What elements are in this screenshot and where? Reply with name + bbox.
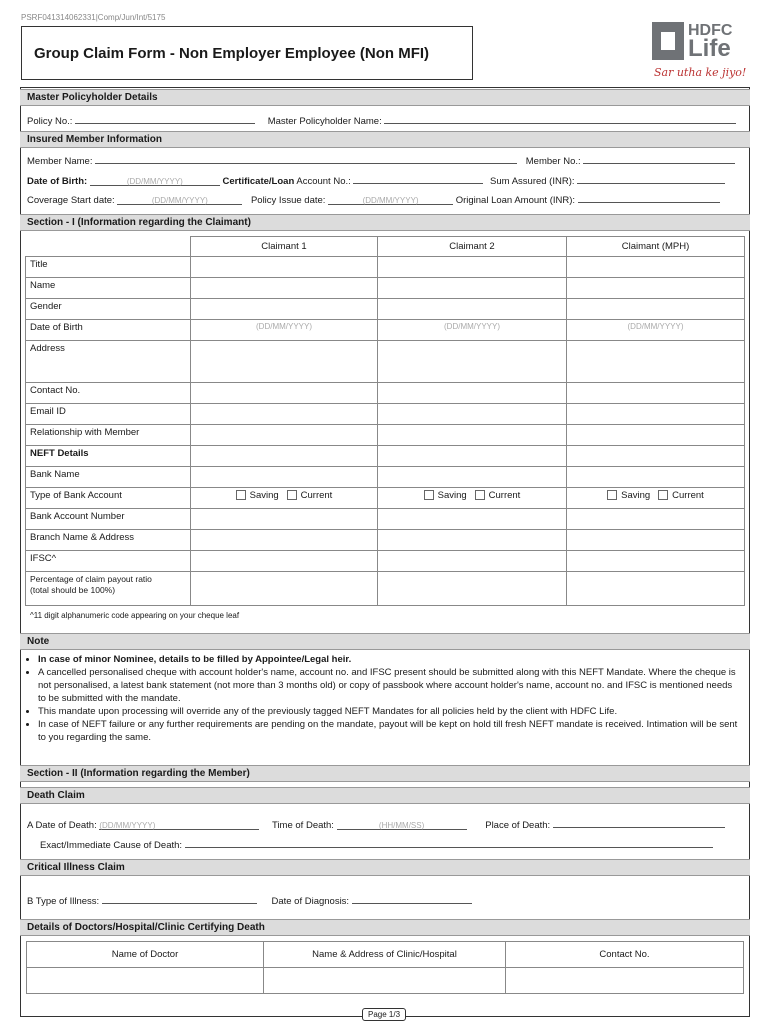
contact-cell[interactable] bbox=[506, 968, 744, 994]
row-label-name: Name bbox=[26, 278, 191, 299]
cell-name-2[interactable] bbox=[378, 278, 567, 299]
time-of-death-label: Time of Death: bbox=[272, 820, 334, 831]
note-item: • In case of NEFT failure or any further requirements are pending on the mandate, payout will be kept on hold till fresh NEFT mandate is received. Intimation will be sent to you regarding the same. bbox=[38, 718, 741, 744]
member-name-field[interactable] bbox=[95, 154, 517, 164]
place-of-death-field[interactable] bbox=[553, 818, 725, 828]
dob-placeholder: (DD/MM/YYYY) bbox=[126, 177, 183, 186]
original-loan-field[interactable] bbox=[578, 193, 720, 203]
row-label-percentage bbox=[26, 572, 191, 606]
section-header-master-policyholder: Master Policyholder Details bbox=[20, 89, 750, 106]
cell-email-3[interactable] bbox=[567, 404, 745, 425]
dob-label: Date of Birth: bbox=[27, 176, 88, 187]
saving-label-3: Saving bbox=[621, 490, 651, 501]
cell-bank-1[interactable] bbox=[191, 467, 378, 488]
row-label-account-type: Type of Bank Account bbox=[26, 488, 191, 509]
saving-checkbox-3[interactable] bbox=[607, 490, 617, 500]
note-item: • This mandate upon processing will override any of the previously tagged NEFT Mandates for all policies held by the client with HDFC Life. bbox=[38, 705, 741, 718]
cell-relationship-2[interactable] bbox=[378, 425, 567, 446]
mph-name-label: Master Policyholder Name: bbox=[267, 116, 382, 127]
row-label-bank-name: Bank Name bbox=[26, 467, 191, 488]
row-label-address: Address bbox=[26, 341, 191, 383]
cell-gender-1[interactable] bbox=[191, 299, 378, 320]
row-label-neft: NEFT Details bbox=[26, 446, 191, 467]
logo-line1: HDFC bbox=[688, 22, 733, 39]
saving-checkbox-1[interactable] bbox=[236, 490, 246, 500]
cell-title-3[interactable] bbox=[567, 257, 745, 278]
coverage-start-placeholder: (DD/MM/YYYY) bbox=[151, 196, 208, 205]
row-label-ifsc: IFSC^ bbox=[26, 551, 191, 572]
clinic-cell[interactable] bbox=[264, 968, 506, 994]
coverage-start-label: Coverage Start date: bbox=[27, 195, 115, 206]
saving-checkbox-2[interactable] bbox=[424, 490, 434, 500]
cell-neft-1 bbox=[191, 446, 378, 467]
hdfc-life-logo bbox=[652, 22, 750, 84]
cell-email-2[interactable] bbox=[378, 404, 567, 425]
member-no-label: Member No.: bbox=[525, 156, 581, 167]
section-header-insured-member: Insured Member Information bbox=[20, 131, 750, 148]
death-claim-header: Death Claim bbox=[20, 787, 750, 804]
policy-issue-label: Policy Issue date: bbox=[250, 195, 326, 206]
percentage-line2: (total should be 100%) bbox=[30, 585, 116, 595]
row-label-title: Title bbox=[26, 257, 191, 278]
account-no-label: Account No.: bbox=[296, 176, 351, 187]
form-reference: PSRF041314062331|Comp/Jun/Int/5175 bbox=[21, 13, 166, 22]
section-header-member: Section - II (Information regarding the Member) bbox=[20, 765, 750, 782]
current-label-1: Current bbox=[300, 490, 333, 501]
policy-issue-placeholder: (DD/MM/YYYY) bbox=[362, 196, 419, 205]
date-of-death-field[interactable] bbox=[99, 820, 259, 830]
cell-relationship-3[interactable] bbox=[567, 425, 745, 446]
date-of-death-placeholder: (DD/MM/YYYY) bbox=[99, 821, 156, 830]
cell-dob-3[interactable]: (DD/MM/YYYY) bbox=[567, 320, 745, 341]
critical-illness-header: Critical Illness Claim bbox=[20, 859, 750, 876]
current-checkbox-3[interactable] bbox=[658, 490, 668, 500]
claimant-2-header: Claimant 2 bbox=[378, 237, 567, 257]
section-header-claimant: Section - I (Information regarding the Claimant) bbox=[20, 214, 750, 231]
note-item: • A cancelled personalised cheque with account holder's name, account no. and IFSC present should be submitted along with this NEFT Mandate. Where the cheque is not personalised, a latest bank statement (not more than 3 months old) or copy of passbook where account holder's name, account no. and IFSC is mentioned needs to be submitted with the mandate. bbox=[38, 666, 741, 705]
cell-gender-2[interactable] bbox=[378, 299, 567, 320]
cell-title-2[interactable] bbox=[378, 257, 567, 278]
cell-neft-2 bbox=[378, 446, 567, 467]
current-label-2: Current bbox=[488, 490, 521, 501]
account-no-field[interactable] bbox=[353, 174, 483, 184]
page-title: Group Claim Form - Non Employer Employee (Non MFI) bbox=[21, 26, 473, 80]
sum-assured-label: Sum Assured (INR): bbox=[490, 176, 575, 187]
cell-dob-2[interactable]: (DD/MM/YYYY) bbox=[378, 320, 567, 341]
row-label-gender: Gender bbox=[26, 299, 191, 320]
cell-contact-3[interactable] bbox=[567, 383, 745, 404]
policy-no-label: Policy No.: bbox=[27, 116, 73, 127]
claimant-mph-header: Claimant (MPH) bbox=[567, 237, 745, 257]
doctor-name-cell[interactable] bbox=[27, 968, 264, 994]
logo-line2: Life bbox=[688, 35, 731, 62]
mph-name-field[interactable] bbox=[384, 114, 736, 124]
cell-bank-3[interactable] bbox=[567, 467, 745, 488]
row-label-account-number: Bank Account Number bbox=[26, 509, 191, 530]
date-of-diagnosis-field[interactable] bbox=[352, 894, 472, 904]
clinic-header: Name & Address of Clinic/Hospital bbox=[264, 942, 506, 968]
cell-branch-1[interactable] bbox=[191, 530, 378, 551]
note-item: • In case of minor Nominee, details to be filled by Appointee/Legal heir. bbox=[38, 653, 741, 666]
cell-relationship-1[interactable] bbox=[191, 425, 378, 446]
cause-of-death-field[interactable] bbox=[185, 838, 713, 848]
coverage-start-field[interactable] bbox=[117, 195, 242, 205]
logo-tagline: Sar utha ke jiyo! bbox=[654, 66, 747, 79]
cell-address-1[interactable] bbox=[191, 341, 378, 383]
row-label-branch: Branch Name & Address bbox=[26, 530, 191, 551]
cell-contact-2[interactable] bbox=[378, 383, 567, 404]
member-no-field[interactable] bbox=[583, 154, 735, 164]
cell-dob-1[interactable]: (DD/MM/YYYY) bbox=[191, 320, 378, 341]
doctors-table bbox=[26, 941, 744, 994]
claimant-table bbox=[25, 236, 745, 606]
cell-email-1[interactable] bbox=[191, 404, 378, 425]
cell-name-3[interactable] bbox=[567, 278, 745, 299]
cell-address-3[interactable] bbox=[567, 341, 745, 383]
dob-field[interactable] bbox=[90, 176, 220, 186]
claimant-1-header: Claimant 1 bbox=[191, 237, 378, 257]
ifsc-footnote: ^11 digit alphanumeric code appearing on your cheque leaf bbox=[30, 611, 240, 620]
cell-bank-2[interactable] bbox=[378, 467, 567, 488]
cell-branch-2[interactable] bbox=[378, 530, 567, 551]
time-of-death-placeholder: (HH/MM/SS) bbox=[378, 821, 425, 830]
cell-title-1[interactable] bbox=[191, 257, 378, 278]
doctors-header: Details of Doctors/Hospital/Clinic Certifying Death bbox=[20, 919, 750, 936]
contact-header: Contact No. bbox=[506, 942, 744, 968]
cell-gender-3[interactable] bbox=[567, 299, 745, 320]
section-header-note: Note bbox=[20, 633, 750, 650]
type-of-illness-label: B Type of Illness: bbox=[27, 896, 100, 907]
row-label-dob: Date of Birth bbox=[26, 320, 191, 341]
cell-neft-3 bbox=[567, 446, 745, 467]
cell-branch-3[interactable] bbox=[567, 530, 745, 551]
row-label-email: Email ID bbox=[26, 404, 191, 425]
saving-label-1: Saving bbox=[249, 490, 279, 501]
cell-name-1[interactable] bbox=[191, 278, 378, 299]
cell-ifsc-2[interactable] bbox=[378, 551, 567, 572]
time-of-death-field[interactable] bbox=[337, 820, 467, 830]
sum-assured-field[interactable] bbox=[577, 174, 725, 184]
note-list bbox=[26, 653, 741, 744]
current-checkbox-1[interactable] bbox=[287, 490, 297, 500]
certificate-loan-label: Certificate/Loan bbox=[222, 176, 295, 187]
cause-of-death-label: Exact/Immediate Cause of Death: bbox=[40, 840, 183, 851]
row-label-relationship: Relationship with Member bbox=[26, 425, 191, 446]
date-of-death-label: A Date of Death: bbox=[27, 820, 97, 831]
current-checkbox-2[interactable] bbox=[475, 490, 485, 500]
cell-ifsc-3[interactable] bbox=[567, 551, 745, 572]
policy-issue-field[interactable] bbox=[328, 195, 453, 205]
cell-pct-1[interactable] bbox=[191, 572, 378, 606]
cell-ifsc-1[interactable] bbox=[191, 551, 378, 572]
doctor-name-header: Name of Doctor bbox=[27, 942, 264, 968]
type-of-illness-field[interactable] bbox=[102, 894, 257, 904]
percentage-line1: Percentage of claim payout ratio bbox=[30, 574, 152, 584]
cell-acct-2[interactable] bbox=[378, 509, 567, 530]
row-label-contact: Contact No. bbox=[26, 383, 191, 404]
cell-acct-1[interactable] bbox=[191, 509, 378, 530]
cell-pct-3[interactable] bbox=[567, 572, 745, 606]
member-name-label: Member Name: bbox=[27, 156, 93, 167]
cell-acct-3[interactable] bbox=[567, 509, 745, 530]
cell-contact-1[interactable] bbox=[191, 383, 378, 404]
cell-address-2[interactable] bbox=[378, 341, 567, 383]
saving-label-2: Saving bbox=[437, 490, 467, 501]
claimant-table-corner bbox=[26, 237, 191, 257]
policy-no-field[interactable] bbox=[75, 114, 255, 124]
original-loan-label: Original Loan Amount (INR): bbox=[455, 195, 576, 206]
place-of-death-label: Place of Death: bbox=[485, 820, 551, 831]
date-of-diagnosis-label: Date of Diagnosis: bbox=[271, 896, 350, 907]
page-number: Page 1/3 bbox=[362, 1008, 406, 1021]
cell-pct-2[interactable] bbox=[378, 572, 567, 606]
current-label-3: Current bbox=[672, 490, 704, 501]
